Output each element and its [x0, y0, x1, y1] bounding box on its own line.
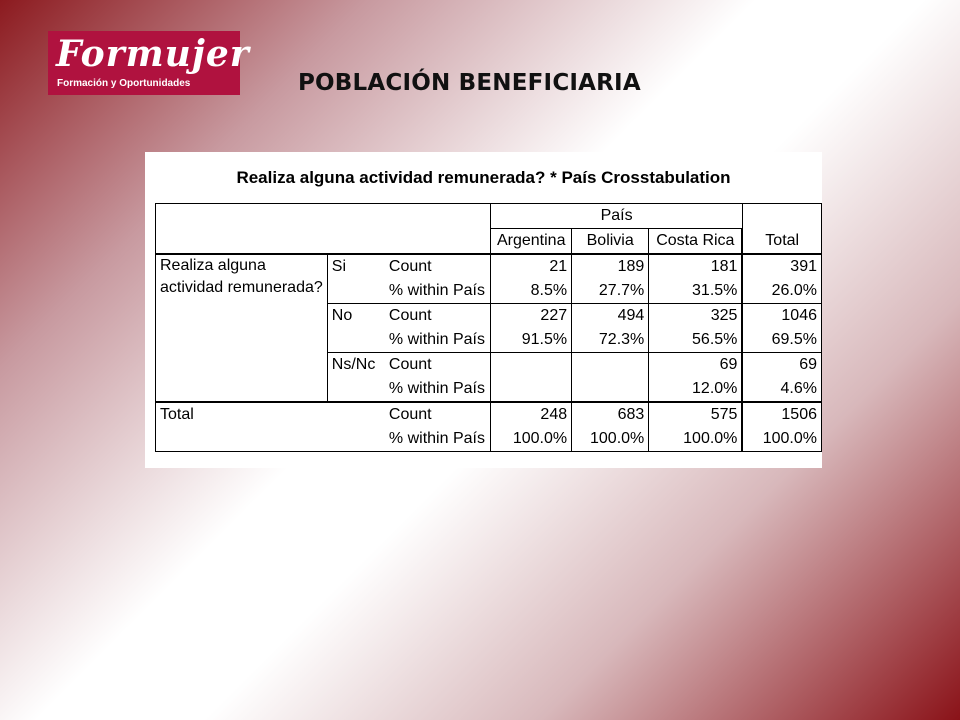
table-cell: 8.5%: [491, 279, 572, 304]
table-cell: [491, 377, 572, 402]
table-cell: 100.0%: [742, 427, 821, 452]
table-cell: [491, 353, 572, 378]
table-cell: 1046: [742, 304, 821, 329]
statistic-label: % within País: [385, 279, 491, 304]
table-cell: 31.5%: [649, 279, 743, 304]
table-cell: 391: [742, 254, 821, 279]
crosstab-card: [145, 152, 822, 468]
total-header-spacer: [742, 204, 821, 229]
table-cell: 12.0%: [649, 377, 743, 402]
column-header: Total: [742, 229, 821, 255]
table-cell: 189: [572, 254, 649, 279]
table-cell: 91.5%: [491, 328, 572, 353]
table-cell: 325: [649, 304, 743, 329]
table-cell: 227: [491, 304, 572, 329]
formujer-logo: [48, 31, 250, 95]
row-category-label: No: [327, 304, 385, 353]
table-cell: 1506: [742, 402, 821, 427]
table-cell: 100.0%: [649, 427, 743, 452]
table-cell: 69.5%: [742, 328, 821, 353]
table-cell: 72.3%: [572, 328, 649, 353]
crosstab-table: [155, 203, 822, 452]
header-corner-2: [327, 204, 385, 255]
table-caption: Realiza alguna actividad remunerada? * País Crosstabulation: [236, 168, 731, 187]
header-corner-1: [156, 204, 328, 255]
logo-subtitle: Formación y Oportunidades: [57, 78, 191, 89]
header-corner-3: [385, 204, 491, 255]
table-cell: 575: [649, 402, 743, 427]
header-row-group: [156, 204, 822, 229]
statistic-label: Count: [385, 402, 491, 427]
table-cell: 69: [742, 353, 821, 378]
table-cell: 248: [491, 402, 572, 427]
page-title: POBLACIÓN BENEFICIARIA: [298, 70, 641, 96]
statistic-label: Count: [385, 353, 491, 378]
table-cell: 100.0%: [491, 427, 572, 452]
statistic-label: Count: [385, 254, 491, 279]
column-header: Costa Rica: [649, 229, 743, 255]
table-row: [156, 254, 822, 279]
table-cell: 26.0%: [742, 279, 821, 304]
column-header: Bolivia: [572, 229, 649, 255]
table-cell: 69: [649, 353, 743, 378]
table-cell: 4.6%: [742, 377, 821, 402]
statistic-label: Count: [385, 304, 491, 329]
table-cell: 21: [491, 254, 572, 279]
table-row: [156, 402, 822, 427]
table-cell: 494: [572, 304, 649, 329]
table-cell: 56.5%: [649, 328, 743, 353]
row-category-label: Si: [327, 254, 385, 304]
table-cell: 100.0%: [572, 427, 649, 452]
row-category-label: Ns/Nc: [327, 353, 385, 403]
logo-wordmark: Formujer: [56, 33, 250, 75]
table-cell: [572, 353, 649, 378]
table-cell: [572, 377, 649, 402]
table-cell: 181: [649, 254, 743, 279]
column-group-header: País: [491, 204, 743, 229]
total-row-label: Total: [156, 402, 385, 452]
table-cell: 683: [572, 402, 649, 427]
row-variable-label: Realiza alguna actividad remunerada?: [156, 254, 328, 402]
statistic-label: % within País: [385, 328, 491, 353]
column-header: Argentina: [491, 229, 572, 255]
statistic-label: % within País: [385, 427, 491, 452]
statistic-label: % within País: [385, 377, 491, 402]
table-cell: 27.7%: [572, 279, 649, 304]
